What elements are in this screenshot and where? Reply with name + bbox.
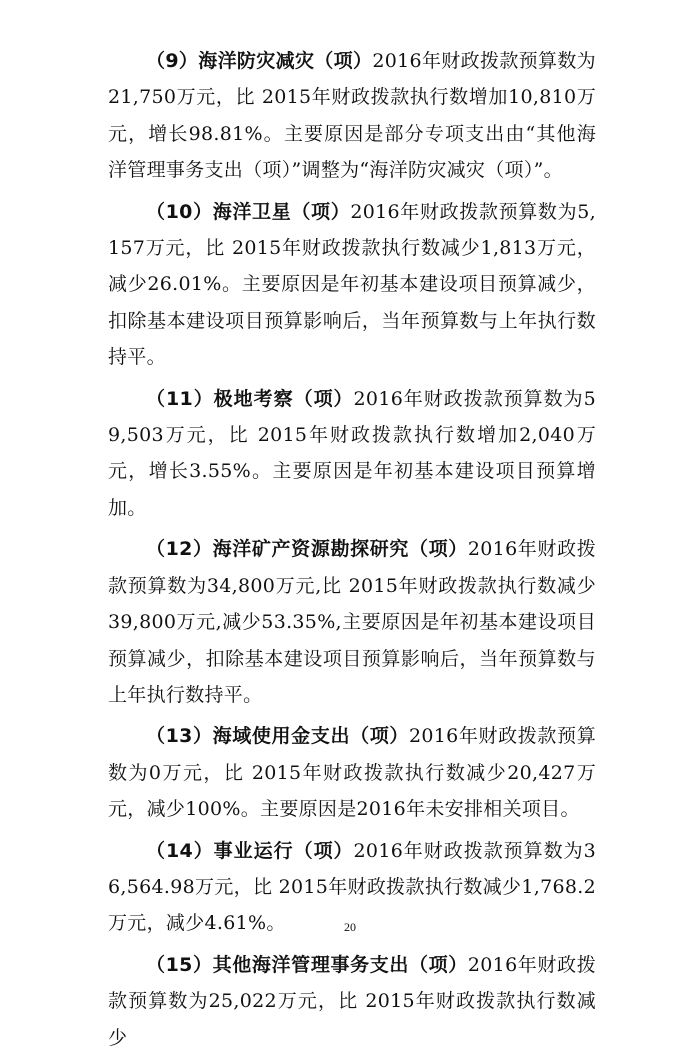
item-heading: （12）海洋矿产资源勘探研究（项） [146, 538, 468, 561]
item-text: 2016年财政拨款预算数为36,564.98万元，比 2015年财政拨款执行数减少1,768.2万元，减少4.61%。 [108, 839, 596, 935]
item-text: 2016年财政拨款预算数为25,022万元，比 2015年财政拨款执行数减少 [108, 953, 596, 1049]
item-heading: （10）海洋卫星（项） [146, 200, 351, 223]
paragraph-polar-expedition [108, 381, 596, 527]
paragraph-marine-disaster-prevention [108, 43, 596, 189]
paragraph-marine-mineral-research [108, 531, 596, 713]
item-heading: （15）其他海洋管理事务支出（项） [146, 953, 468, 976]
paragraph-marine-satellite [108, 194, 596, 376]
item-text: 2016年财政拨款预算数为0万元，比 2015年财政拨款执行数减少20,427万元，减少100%。主要原因是2016年未安排相关项目。 [108, 725, 596, 821]
item-text: 2016年财政拨款预算数为59,503万元，比 2015年财政拨款执行数增加2,040万元，增长3.55%。主要原因是年初基本建设项目预算增加。 [108, 387, 596, 519]
paragraph-other-marine-management [108, 947, 596, 1056]
item-heading: （9）海洋防灾减灾（项） [146, 50, 373, 72]
item-heading: （14）事业运行（项） [146, 839, 354, 862]
paragraph-sea-area-usage-fee [108, 718, 596, 827]
item-text: 2016年财政拨款预算数为21,750万元，比 2015年财政拨款执行数增加10,810万元，增长98.81%。主要原因是部分专项支出由“其他海洋管理事务支出（项）”调整为“海洋防灾减灾（项）”。 [108, 50, 596, 182]
document-body [108, 43, 596, 1061]
page-number: 20 [344, 920, 356, 934]
item-heading: （11）极地考察（项） [146, 387, 354, 410]
item-text: 2016年财政拨款预算数为34,800万元,比 2015年财政拨款执行数减少39,800万元,减少53.35%,主要原因是年初基本建设项目预算减少，扣除基本建设项目预算影响后，当年预算数与上年执行数持平。 [108, 538, 596, 706]
item-text: 2016年财政拨款预算数为5,157万元，比 2015年财政拨款执行数减少1,813万元，减少26.01%。主要原因是年初基本建设项目预算减少，扣除基本建设项目预算影响后，当年预算数与上年执行数持平。 [108, 200, 596, 369]
item-heading: （13）海域使用金支出（项） [146, 725, 409, 748]
